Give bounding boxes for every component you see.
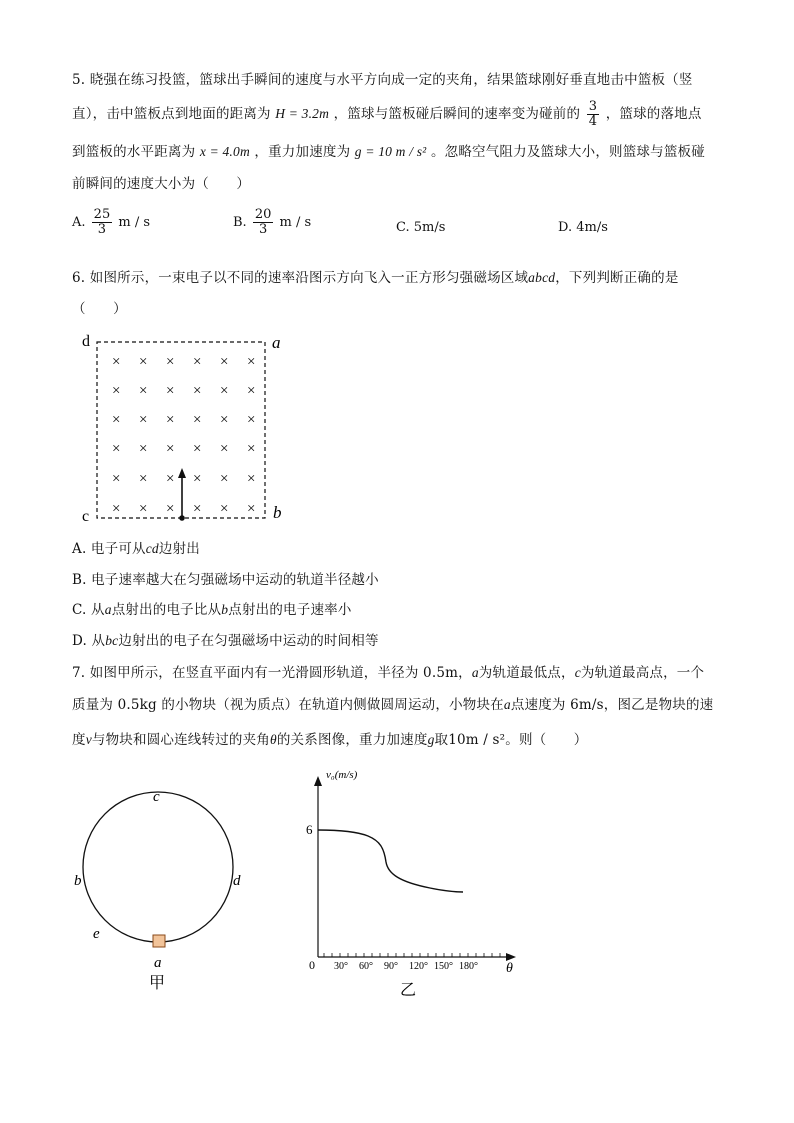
jia-caption: 甲 [149, 975, 166, 992]
yi-y-tick-6: 6 [306, 822, 313, 837]
q7-line-2 [72, 693, 713, 713]
q6-option-a-edge: cd [145, 541, 159, 556]
q5-option-b-unit: m / s [279, 215, 312, 230]
q7-text-1a: 7. 如图甲所示，在竖直平面内有一光滑圆形轨道，半径为 0.5m， [72, 665, 472, 681]
field-cross: × [166, 501, 175, 517]
jia-label-e: e [93, 926, 100, 942]
field-cross: × [220, 412, 229, 428]
field-cross: × [139, 354, 148, 370]
q7-text-1b: 为轨道最低点， [478, 665, 575, 681]
field-cross: × [247, 501, 256, 517]
q6-option-b-text: B. 电子速率越大在匀强磁场中运动的轨道半径越小 [72, 572, 379, 588]
field-cross: × [220, 354, 229, 370]
yi-x-axis-arrow [506, 953, 516, 961]
q6-option-a-tail: 边射出 [158, 541, 200, 557]
yi-x-tick-label: 150° [434, 961, 453, 972]
q6-option-c[interactable] [72, 598, 352, 618]
q5-option-a-unit: m / s [118, 215, 151, 230]
q5-option-a-num: 25 [93, 207, 111, 222]
field-cross: × [112, 501, 121, 517]
jia-label-c: c [153, 789, 160, 805]
entry-point [179, 515, 185, 521]
q7-figure-yi [300, 762, 530, 1002]
q7-point-c: c [574, 665, 581, 680]
field-cross: × [247, 441, 256, 457]
q5-option-b-label: B. [233, 215, 247, 230]
field-cross: × [112, 354, 121, 370]
q6-option-c-text: C. 从 [72, 602, 105, 618]
q7-text-1c: 为轨道最高点，一个 [580, 665, 705, 681]
q5-text-3b: ，重力加速度为 [254, 144, 351, 160]
q7-text-3a: 度 [72, 732, 86, 748]
q7-text-2b: 点速度为 6m/s，图乙是物块的速 [510, 697, 714, 713]
q6-option-c-tail: 点射出的电子速率小 [228, 602, 352, 618]
small-block [153, 935, 165, 947]
field-cross: × [166, 383, 175, 399]
field-cross: × [220, 501, 229, 517]
q5-text-2c: ，篮球的落地点 [605, 106, 702, 122]
q5-height-eq: H = 3.2m [275, 106, 330, 121]
q5-text-2b: ，篮球与篮板碰后瞬间的速率变为碰前的 [333, 106, 581, 122]
q7-text-3d: 取 [434, 732, 449, 748]
field-cross: × [193, 383, 202, 399]
q7-figure-jia [65, 780, 265, 1000]
q7-line-3 [72, 728, 587, 748]
q5-text-2a: 直），击中篮板点到地面的距离为 [72, 106, 271, 122]
field-cross: × [220, 441, 229, 457]
q5-text-3c: 。忽略空气阻力及篮球大小，则篮球与篮板碰 [430, 144, 705, 160]
q5-gravity-eq: g = 10 m / s² [354, 144, 427, 159]
yi-x-tick-label: 30° [334, 961, 348, 972]
jia-label-a: a [154, 955, 162, 971]
q5-line-2 [72, 100, 702, 129]
field-cross: × [193, 501, 202, 517]
field-cross: × [139, 412, 148, 428]
field-cross: × [139, 501, 148, 517]
q5-line-1 [72, 68, 693, 88]
q5-line-4 [72, 172, 250, 192]
yi-origin: 0 [309, 958, 315, 972]
field-cross: × [139, 441, 148, 457]
field-cross: × [247, 471, 256, 487]
yi-x-tick-label: 120° [409, 961, 428, 972]
field-cross: × [247, 412, 256, 428]
q6-magnetic-field-figure [70, 328, 300, 528]
jia-label-d: d [233, 873, 241, 889]
field-cross: × [139, 383, 148, 399]
q5-text-3a: 到篮板的水平距离为 [72, 144, 196, 160]
q5-text-1: 5. 晓强在练习投篮，篮球出手瞬间的速度与水平方向成一定的夹角，结果篮球刚好垂直地击中篮板（竖 [72, 72, 693, 88]
field-cross: × [112, 412, 121, 428]
q7-gravity-value: 10m / s² [448, 732, 506, 748]
yi-y-label: v₀(m/s) [326, 769, 358, 781]
q6-option-d[interactable] [72, 629, 379, 649]
q7-text-2a: 质量为 0.5kg 的小物块（视为质点）在轨道内侧做圆周运动，小物块在 [72, 697, 504, 713]
yi-x-tick-labels [334, 961, 478, 972]
yi-x-tick-label: 60° [359, 961, 373, 972]
q7-text-3e: 。则（ ） [505, 732, 588, 748]
q6-option-a[interactable] [72, 537, 200, 557]
q7-var-theta: θ [270, 732, 277, 747]
q6-option-c-b: b [221, 602, 229, 617]
field-cross: × [220, 471, 229, 487]
field-cross: × [112, 383, 121, 399]
q6-region: abcd [528, 270, 556, 285]
q5-option-a-label: A. [72, 215, 86, 230]
arrow-head [178, 468, 186, 478]
q7-text-3c: 的关系图像，重力加速度 [276, 732, 428, 748]
yi-x-tick-label: 90° [384, 961, 398, 972]
label-c: c [82, 508, 90, 525]
field-cross: × [247, 354, 256, 370]
q6-option-d-tail: 边射出的电子在匀强磁场中运动的时间相等 [118, 633, 379, 649]
q5-option-d[interactable]: D. 4m/s [558, 220, 608, 235]
field-cross: × [193, 441, 202, 457]
field-cross: × [193, 471, 202, 487]
q6-option-d-edge: bc [105, 633, 119, 648]
q5-frac-num: 3 [588, 99, 598, 114]
q6-option-c-a: a [104, 602, 112, 617]
field-cross: × [166, 412, 175, 428]
field-cross: × [166, 354, 175, 370]
q6-option-c-mid: 点射出的电子比从 [111, 602, 222, 618]
q5-option-b-num: 20 [254, 207, 272, 222]
field-cross: × [139, 471, 148, 487]
q7-var-v: v [85, 732, 92, 747]
q6-text-2: （ ） [72, 301, 127, 317]
label-a: a [272, 333, 281, 352]
q6-option-b[interactable] [72, 568, 379, 588]
yi-x-tick-label: 180° [459, 961, 478, 972]
q5-option-a-frac [92, 208, 113, 237]
q7-point-a-2: a [503, 697, 511, 712]
q7-var-g: g [427, 732, 435, 747]
label-d: d [82, 333, 90, 350]
circular-track [83, 792, 233, 942]
q5-option-b-frac [253, 208, 274, 237]
q5-frac-den: 4 [588, 114, 598, 129]
q7-line-1 [72, 661, 704, 681]
field-region-border [97, 342, 265, 518]
q5-option-b-den: 3 [258, 222, 268, 237]
q7-point-a: a [471, 665, 479, 680]
field-cross: × [247, 383, 256, 399]
q5-distance-eq: x = 4.0m [199, 144, 250, 159]
field-crosses [112, 354, 255, 517]
q5-option-c[interactable]: C. 5m/s [396, 220, 446, 235]
label-b: b [273, 503, 282, 522]
yi-caption: 乙 [400, 982, 417, 999]
q6-line-1 [72, 266, 679, 286]
q5-option-a-den: 3 [97, 222, 107, 237]
q6-text-1: 6. 如图所示，一束电子以不同的速率沿图示方向飞入一正方形匀强磁场区域 [72, 270, 529, 286]
q5-option-a[interactable] [72, 208, 150, 237]
q5-text-4: 前瞬间的速度大小为（ ） [72, 176, 251, 192]
field-cross: × [112, 441, 121, 457]
field-cross: × [220, 383, 229, 399]
q5-line-3 [72, 140, 705, 160]
q5-option-b[interactable] [233, 208, 311, 237]
q7-text-3b: 与物块和圆心连线转过的夹角 [91, 732, 271, 748]
field-cross: × [193, 412, 202, 428]
jia-label-b: b [74, 873, 82, 889]
yi-y-axis-arrow [314, 776, 322, 786]
q5-fraction [587, 100, 599, 129]
yi-x-label: θ [506, 961, 513, 976]
yi-velocity-curve [318, 830, 463, 892]
q6-line-2 [72, 297, 127, 317]
field-cross: × [112, 471, 121, 487]
field-cross: × [166, 471, 175, 487]
field-cross: × [193, 354, 202, 370]
q6-option-d-text: D. 从 [72, 633, 106, 649]
q6-text-1b: ，下列判断正确的是 [555, 270, 679, 286]
q6-option-a-text: A. 电子可从 [72, 541, 146, 557]
field-cross: × [166, 441, 175, 457]
